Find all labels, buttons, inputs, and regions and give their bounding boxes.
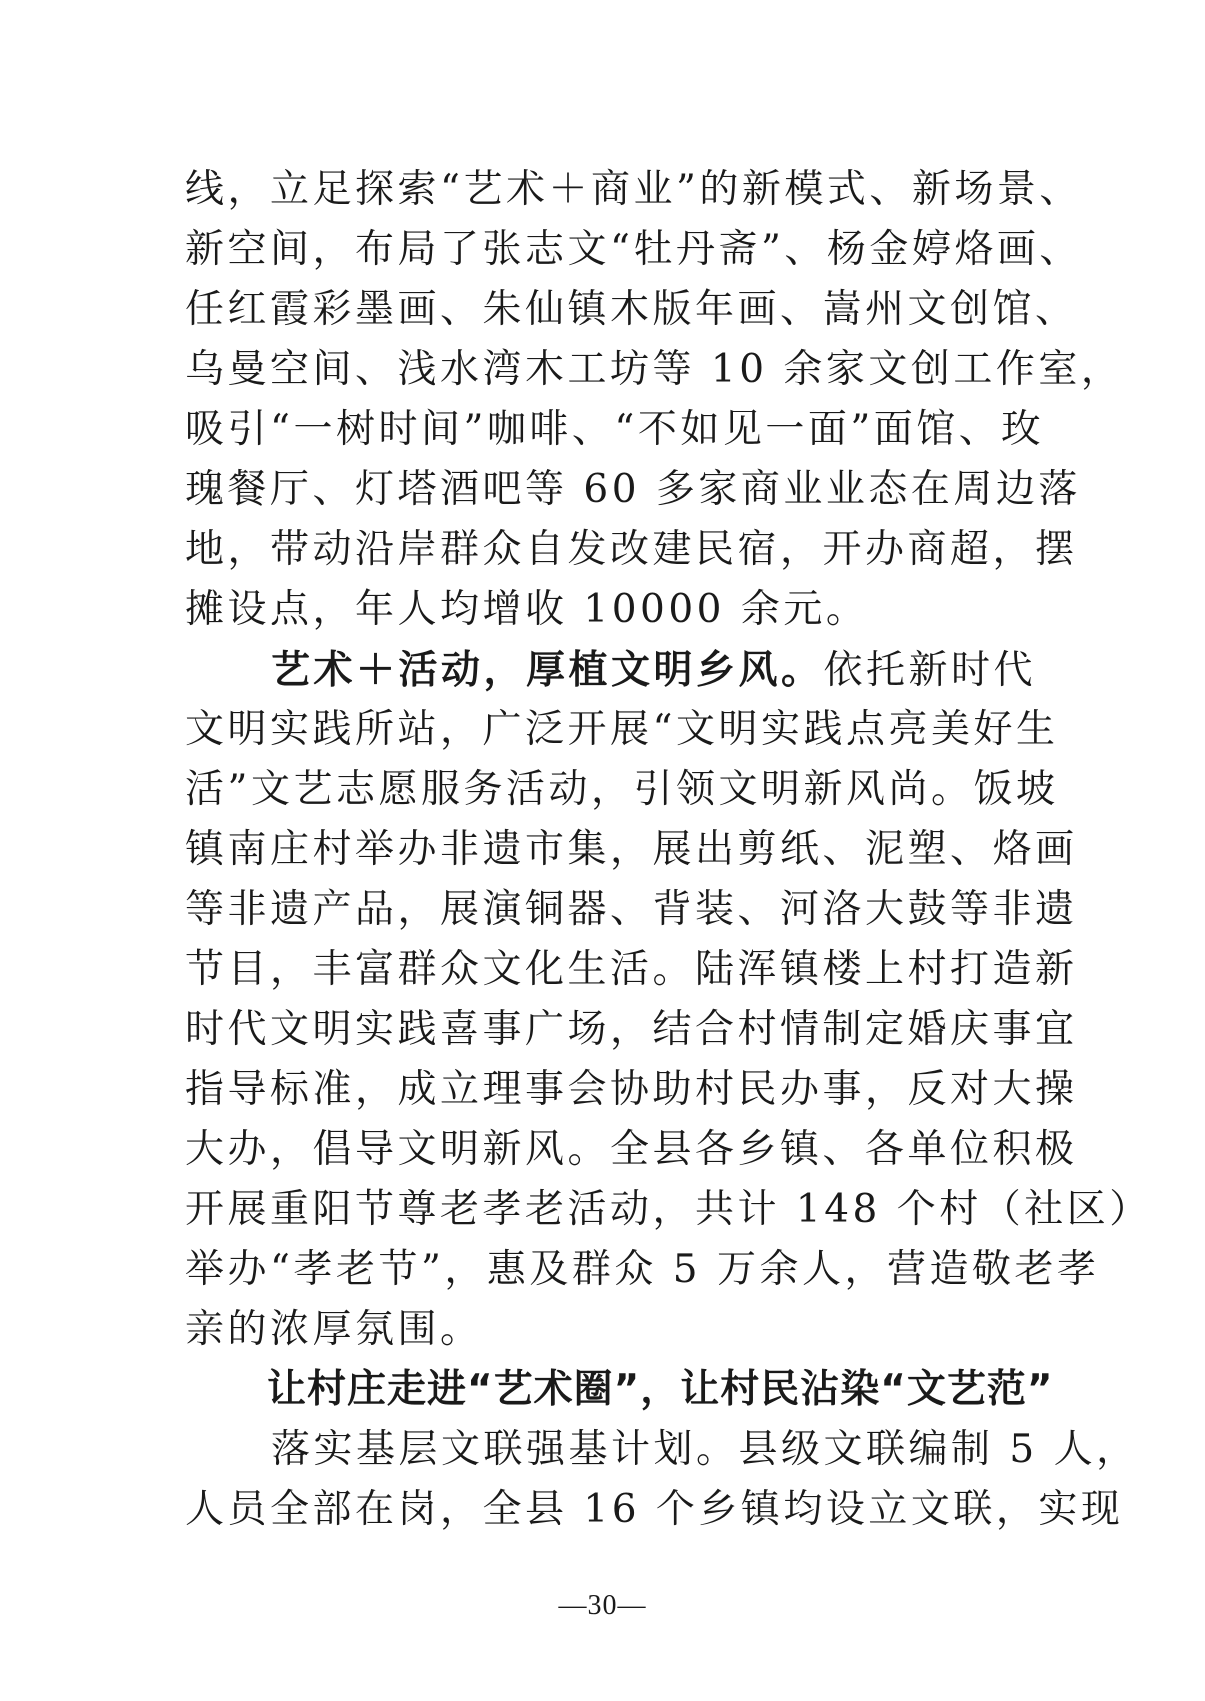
text-line: 乌曼空间、浅水湾木工坊等 10 余家文创工作室， [185,347,1124,392]
text-line: 落实基层文联强基计划。县级文联编制 5 人， [271,1427,1139,1472]
paragraph-lead: 艺术＋活动，厚植文明乡风。 [271,647,824,693]
page-number: —30— [558,1590,647,1621]
text-line: 吸引“一树时间”咖啡、“不如见一面”面馆、玫 [185,407,1044,452]
text-line: 摊设点，年人均增收 10000 余元。 [185,587,869,632]
text-line: 开展重阳节尊老孝老活动，共计 148 个村（社区） [185,1187,1152,1232]
section-heading: 让村庄走进“艺术圈”，让村民沾染“文艺范” [267,1367,1054,1412]
body-text [185,160,1152,1540]
text-line: 时代文明实践喜事广场，结合村情制定婚庆事宜 [185,1007,1078,1052]
text-line: 新空间，布局了张志文“牡丹斋”、杨金婷烙画、 [185,227,1082,272]
text-line: 线，立足探索“艺术＋商业”的新模式、新场景、 [185,167,1082,212]
text-line: 活”文艺志愿服务活动，引领文明新风尚。饭坡 [185,767,1059,812]
text-line: 指导标准，成立理事会协助村民办事，反对大操 [185,1067,1078,1112]
text-line: 大办，倡导文明新风。全县各乡镇、各单位积极 [185,1127,1078,1172]
paragraph-text: 依托新时代 [823,648,1037,693]
text-line: 任红霞彩墨画、朱仙镇木版年画、嵩州文创馆、 [185,287,1078,332]
text-line: 亲的浓厚氛围。 [185,1307,483,1352]
text-line: 节目，丰富群众文化生活。陆浑镇楼上村打造新 [185,947,1078,992]
text-line: 瑰餐厅、灯塔酒吧等 60 多家商业业态在周边落 [185,467,1081,512]
text-line: 举办“孝老节”，惠及群众 5 万余人，营造敬老孝 [185,1247,1100,1292]
text-line: 地，带动沿岸群众自发改建民宿，开办商超，摆 [185,527,1078,572]
text-line: 等非遗产品，展演铜器、背装、河洛大鼓等非遗 [185,887,1078,932]
text-line: 文明实践所站，广泛开展“文明实践点亮美好生 [185,707,1059,752]
text-line: 镇南庄村举办非遗市集，展出剪纸、泥塑、烙画 [185,827,1078,872]
paragraph-first-line [185,640,1037,700]
text-line: 人员全部在岗，全县 16 个乡镇均设立文联，实现 [185,1487,1124,1532]
